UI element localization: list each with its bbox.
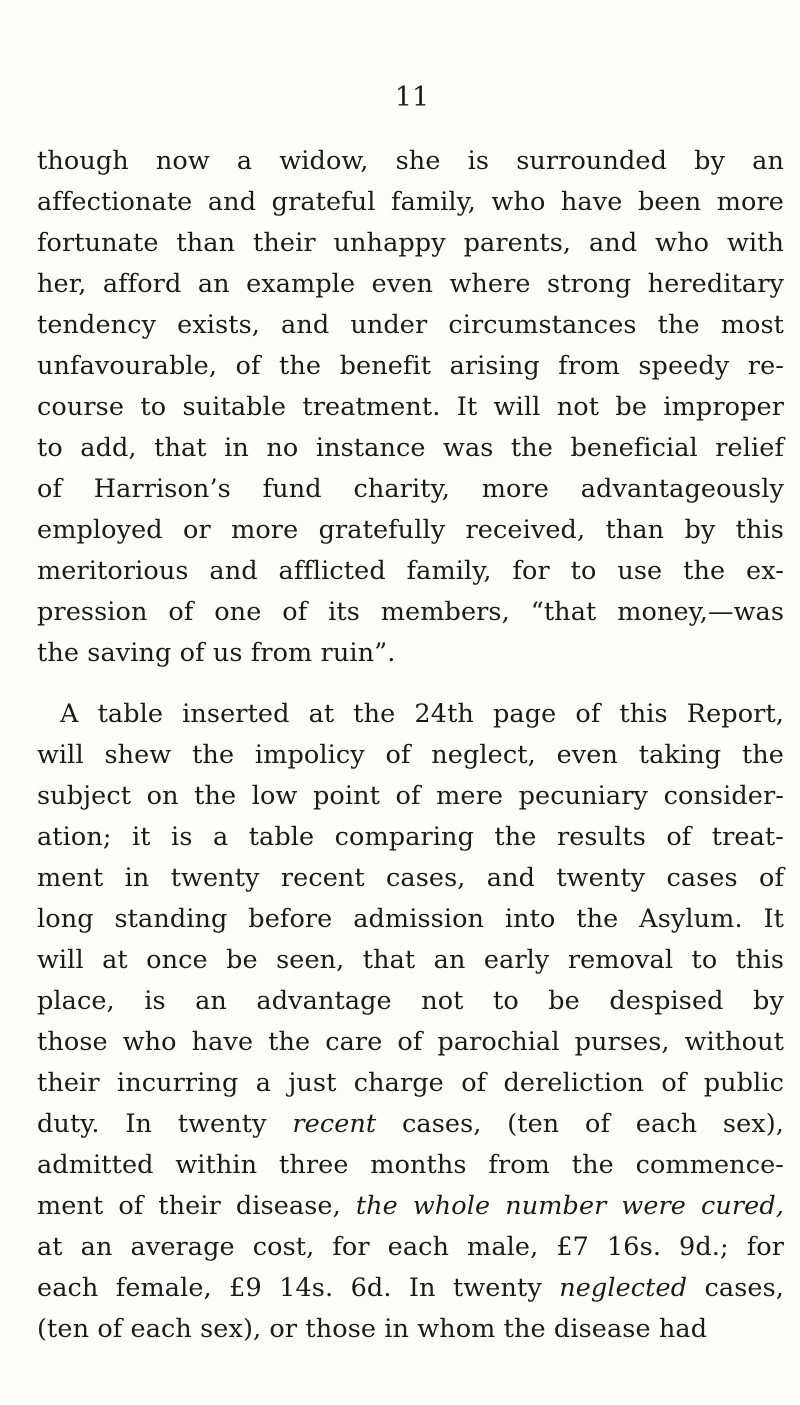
text-line: pression of one of its members, “that money,—was — [37, 597, 784, 627]
text-run: duty. In twenty — [37, 1109, 293, 1139]
text-line: unfavourable, of the benefit arising from speedy re- — [37, 351, 784, 381]
text-run: ment of their disease, — [37, 1191, 356, 1221]
text-line: place, is an advantage not to be despised by — [37, 986, 784, 1016]
text-line: ation; it is a table comparing the results of treat- — [37, 822, 784, 852]
text-line: affectionate and grateful family, who have been more — [37, 187, 784, 217]
text-line: at an average cost, for each male, £7 16s. 9d.; for — [37, 1232, 784, 1262]
text-line: will shew the impolicy of neglect, even taking the — [37, 740, 784, 770]
text-line: their incurring a just charge of dereliction of public — [37, 1068, 784, 1098]
emphasis-whole-number: the whole number were cured, — [355, 1191, 784, 1221]
text-line: (ten of each sex), or those in whom the disease had — [37, 1314, 708, 1344]
paragraph-2 — [37, 694, 787, 1350]
text-line: fortunate than their unhappy parents, and who with — [37, 228, 784, 258]
text-line-mixed — [37, 1186, 784, 1227]
text-line: though now a widow, she is surrounded by an — [37, 146, 784, 176]
text-line: ment in twenty recent cases, and twenty cases of — [37, 863, 784, 893]
text-line: employed or more gratefully received, than by this — [37, 515, 784, 545]
text-line: will at once be seen, that an early removal to this — [37, 945, 784, 975]
text-run: cases, (ten of each sex), — [376, 1109, 784, 1139]
text-line-mixed — [37, 1104, 784, 1145]
emphasis-recent: recent — [292, 1109, 377, 1139]
page-number: 11 — [394, 82, 430, 113]
text-line: course to suitable treatment. It will not be improper — [37, 392, 784, 422]
text-line: long standing before admission into the Asylum. It — [37, 904, 784, 934]
text-line: tendency exists, and under circumstances the most — [37, 310, 784, 340]
text-run: cases, — [687, 1273, 784, 1303]
text-line: of Harrison’s fund charity, more advantageously — [37, 474, 784, 504]
text-line: to add, that in no instance was the beneficial relief — [37, 433, 784, 463]
text-line: the saving of us from ruin”. — [37, 638, 396, 668]
text-line: meritorious and afflicted family, for to use the ex- — [37, 556, 784, 586]
text-line: her, afford an example even where strong hereditary — [37, 269, 784, 299]
text-run: each female, £9 14s. 6d. In twenty — [37, 1273, 560, 1303]
text-line: those who have the care of parochial purses, without — [37, 1027, 784, 1057]
document-page — [37, 78, 787, 1350]
paragraph-1 — [37, 141, 787, 674]
text-line: admitted within three months from the commence- — [37, 1150, 784, 1180]
emphasis-neglected: neglected — [559, 1273, 688, 1303]
text-line-mixed — [37, 1268, 784, 1309]
text-line: subject on the low point of mere pecuniary consider- — [37, 781, 784, 811]
text-line: A table inserted at the 24th page of this Report, — [60, 699, 784, 729]
